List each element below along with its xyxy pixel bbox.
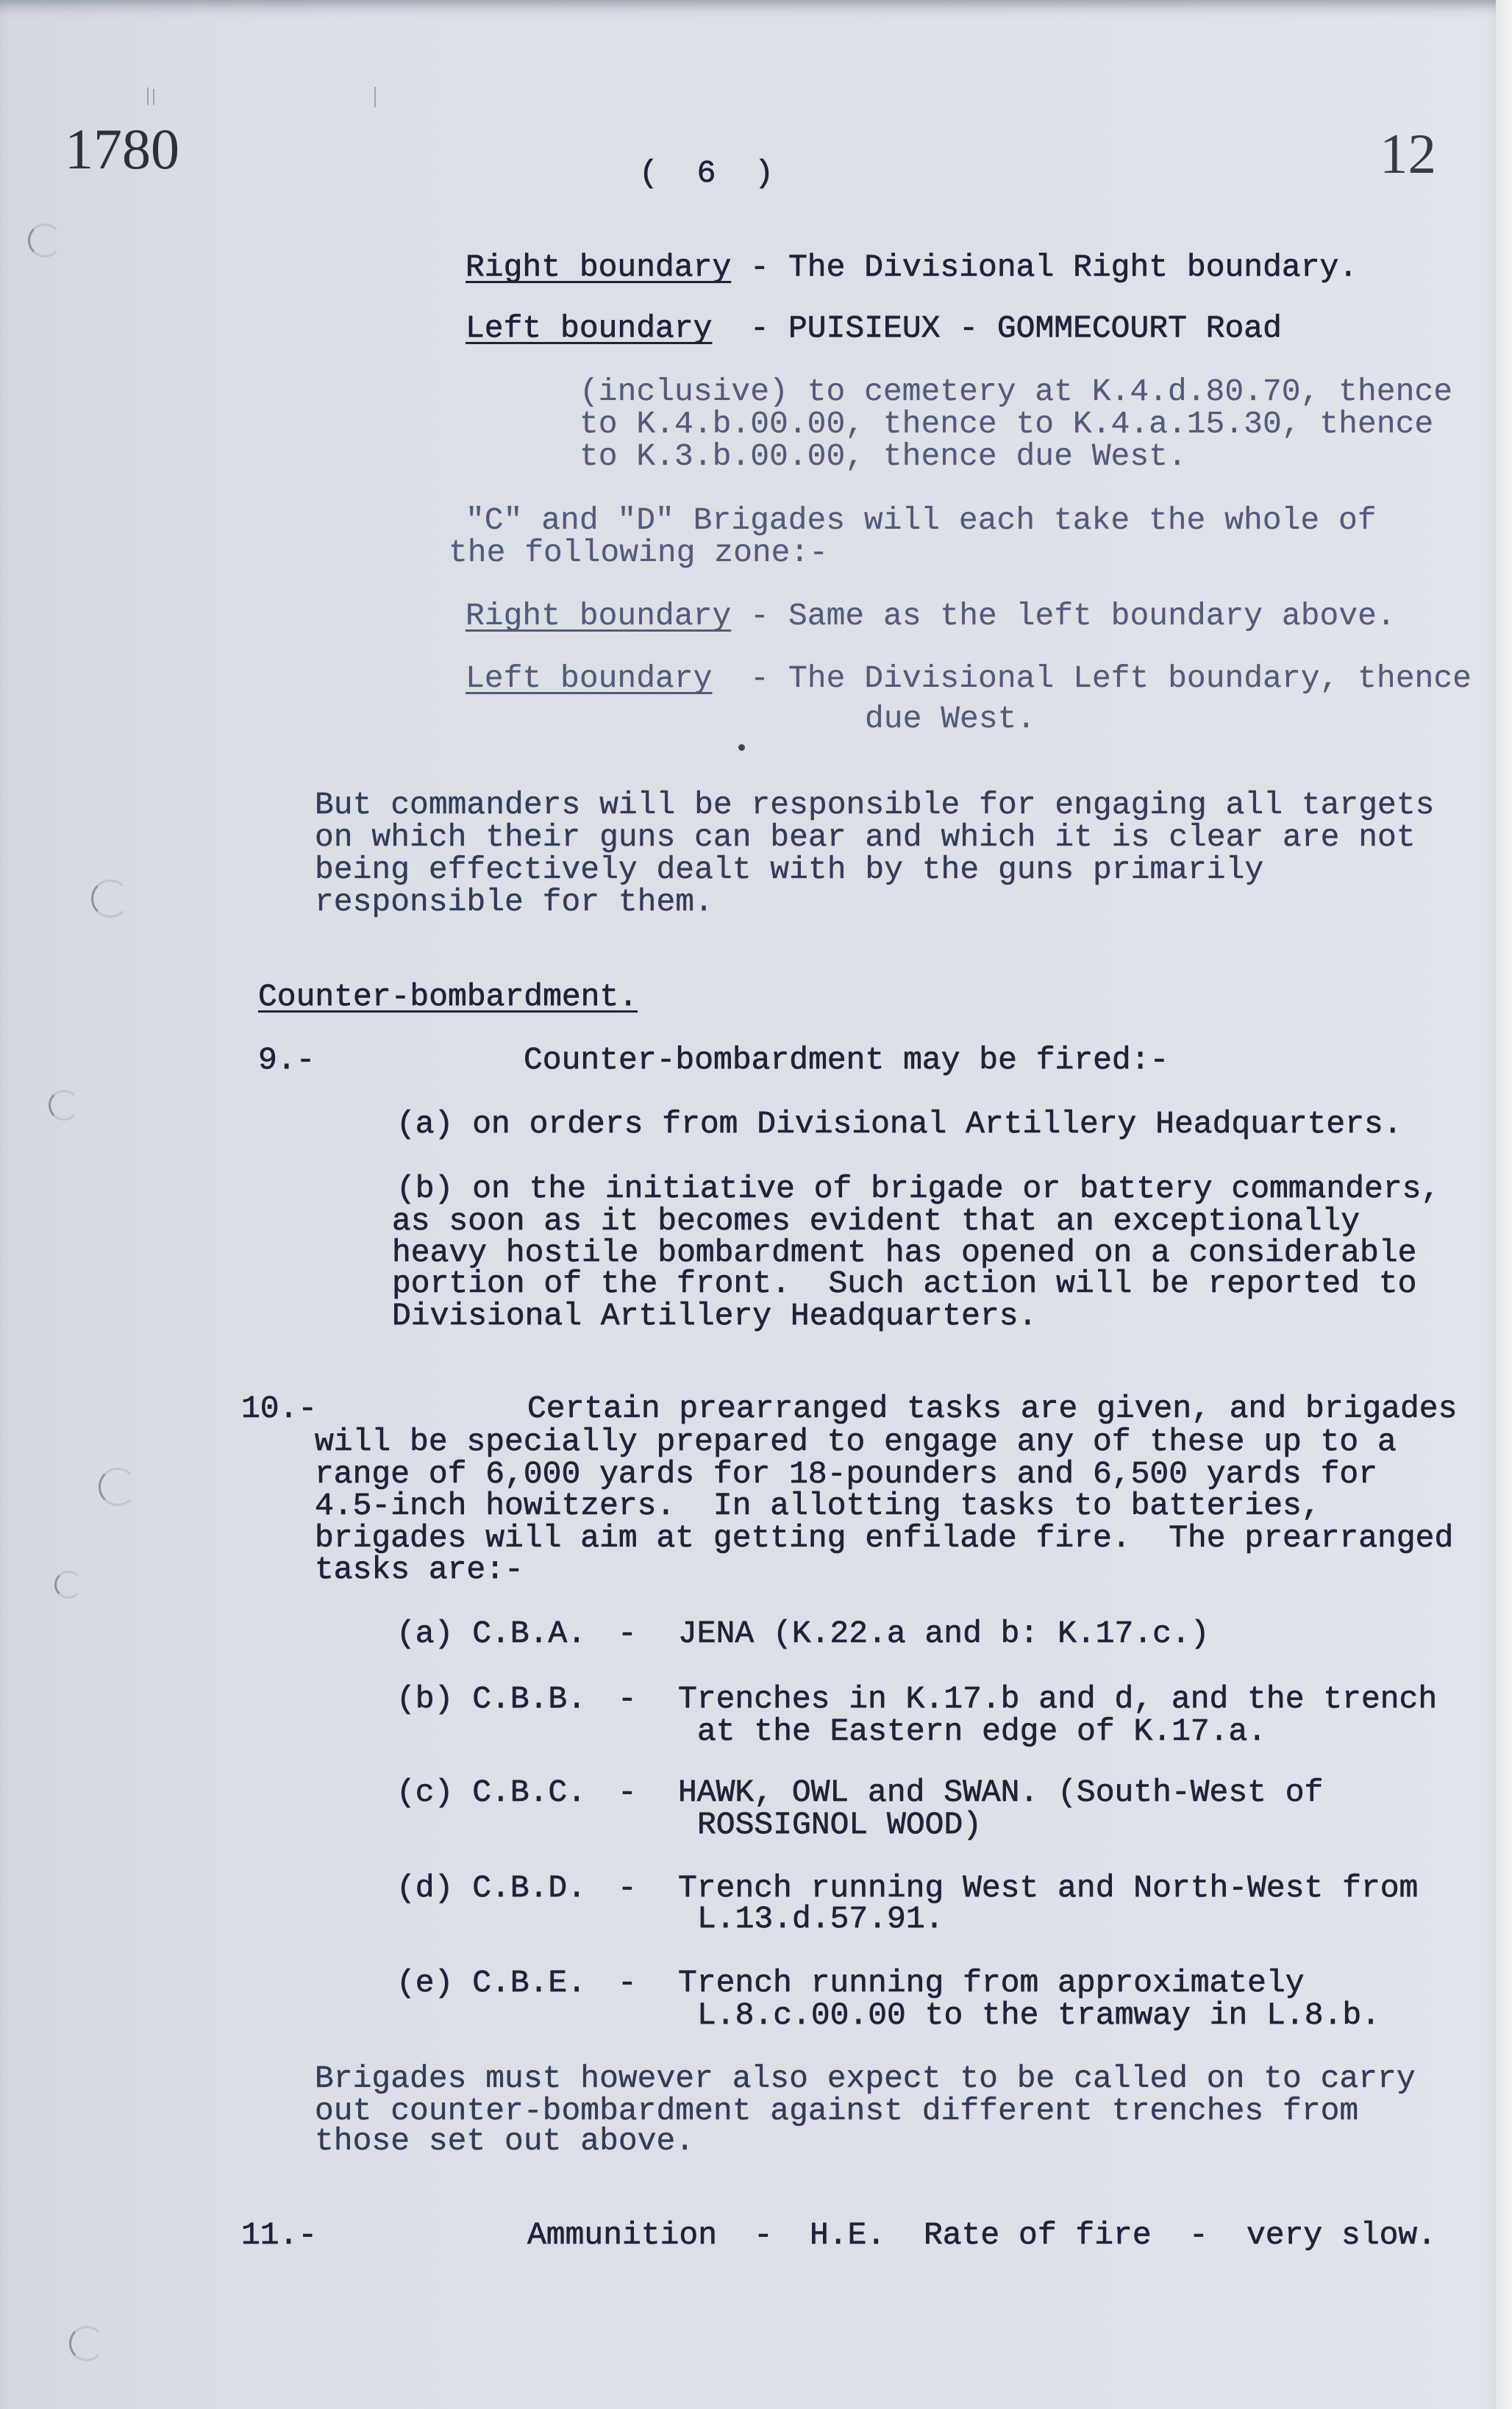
- task-description: JENA (K.22.a and b: K.17.c.): [678, 1616, 1210, 1652]
- sub-item-b-line: heavy hostile bombardment has opened on a considerable: [392, 1235, 1417, 1271]
- right-boundary-text: The Divisional Right boundary.: [788, 249, 1358, 285]
- paragraph-line: Certain prearranged tasks are given, and brigades: [527, 1391, 1458, 1427]
- boundary-separator: -: [750, 310, 769, 346]
- sub-item-b-line: portion of the front. Such action will be reported to: [392, 1266, 1417, 1302]
- paragraph-line: 4.5-inch howitzers. In allotting tasks to batteries,: [315, 1488, 1321, 1524]
- closing-line: out counter-bombardment against different trenches from: [315, 2093, 1359, 2129]
- binder-hole-mark: [69, 2326, 104, 2361]
- paragraph-number: 10.-: [241, 1391, 318, 1427]
- task-separator: -: [618, 1681, 637, 1717]
- boundary-separator: -: [750, 249, 769, 285]
- task-description: Trench running West and North-West from: [678, 1870, 1419, 1906]
- task-label: (b) C.B.B.: [396, 1681, 587, 1717]
- task-description: HAWK, OWL and SWAN. (South-West of: [678, 1774, 1324, 1810]
- ink-speck: [738, 744, 745, 751]
- paragraph-lead: Counter-bombardment may be fired:-: [524, 1042, 1169, 1078]
- paragraph-number: 9.-: [258, 1042, 315, 1078]
- pencil-tick-mark: [153, 89, 154, 105]
- ammunition-value: H.E.: [810, 2217, 886, 2253]
- task-description-line: L.8.c.00.00 to the tramway in L.8.b.: [697, 1997, 1380, 2033]
- folio-number: 12: [1380, 122, 1436, 185]
- paragraph-line: brigades will aim at getting enfilade fire. The prearranged: [315, 1520, 1454, 1556]
- paragraph-line: responsible for them.: [315, 884, 713, 920]
- right-boundary-text: Same as the left boundary above.: [788, 598, 1396, 634]
- paragraph-line: range of 6,000 yards for 18-pounders and 6,500 yards for: [315, 1456, 1378, 1492]
- task-description-line: ROSSIGNOL WOOD): [697, 1807, 983, 1843]
- ammunition-separator: -: [754, 2217, 773, 2253]
- rate-of-fire-value: very slow.: [1247, 2217, 1437, 2253]
- task-label: (d) C.B.D.: [396, 1870, 587, 1906]
- binder-hole-mark: [91, 879, 129, 918]
- left-boundary-label: Left boundary: [466, 310, 713, 346]
- sub-item-b-line: Divisional Artillery Headquarters.: [392, 1298, 1038, 1334]
- paragraph-line: tasks are:-: [315, 1552, 524, 1588]
- page-number: ( 6 ): [639, 155, 774, 191]
- task-label: (c) C.B.C.: [396, 1774, 587, 1810]
- task-label: (e) C.B.E.: [396, 1965, 587, 2001]
- rate-of-fire-label: Rate of fire: [924, 2217, 1152, 2253]
- left-boundary-continuation: (inclusive) to cemetery at K.4.d.80.70, thence: [580, 374, 1452, 410]
- task-separator: -: [618, 1616, 637, 1652]
- left-boundary-text: PUISIEUX - GOMMECOURT Road: [788, 310, 1282, 346]
- left-boundary-continuation: to K.3.b.00.00, thence due West.: [580, 438, 1187, 474]
- archive-stamp-number: 1780: [65, 117, 179, 181]
- zone-cd-intro-line: the following zone:-: [449, 535, 829, 571]
- left-boundary-continuation: due West.: [865, 701, 1036, 737]
- task-separator: -: [618, 1870, 637, 1906]
- ammunition-label: Ammunition: [527, 2217, 718, 2253]
- scan-background-edge: [1496, 0, 1512, 2409]
- binder-hole-mark: [99, 1468, 137, 1506]
- paragraph-line: being effectively dealt with by the guns primarily: [315, 852, 1264, 888]
- task-description-line: L.13.d.57.91.: [697, 1901, 944, 1937]
- sub-item-a: (a) on orders from Divisional Artillery Headquarters.: [396, 1106, 1402, 1142]
- left-boundary-text: The Divisional Left boundary, thence: [788, 660, 1472, 696]
- right-boundary-label: Right boundary: [466, 598, 732, 634]
- sub-item-b: (b) on the initiative of brigade or battery commanders,: [396, 1171, 1441, 1207]
- binder-hole-mark: [28, 224, 62, 257]
- task-separator: -: [618, 1774, 637, 1810]
- binder-hole-mark: [54, 1571, 82, 1599]
- boundary-separator: -: [750, 660, 769, 696]
- paragraph-line: on which their guns can bear and which it is clear are not: [315, 819, 1416, 855]
- pencil-tick-mark: [374, 87, 376, 107]
- closing-line: Brigades must however also expect to be called on to carry: [315, 2060, 1416, 2096]
- section-heading: Counter-bombardment.: [258, 979, 638, 1015]
- left-boundary-label: Left boundary: [466, 660, 713, 696]
- task-description: Trench running from approximately: [678, 1965, 1305, 2001]
- rate-of-fire-separator: -: [1189, 2217, 1208, 2253]
- binder-hole-mark: [49, 1090, 79, 1121]
- right-boundary-label: Right boundary: [466, 249, 732, 285]
- sub-item-b-line: as soon as it becomes evident that an exceptionally: [392, 1203, 1361, 1239]
- task-separator: -: [618, 1965, 637, 2001]
- paragraph-number: 11.-: [241, 2217, 318, 2253]
- paragraph-line: will be specially prepared to engage any of these up to a: [315, 1424, 1397, 1460]
- task-description-line: at the Eastern edge of K.17.a.: [697, 1713, 1267, 1749]
- zone-cd-intro-line: "C" and "D" Brigades will each take the whole of: [466, 502, 1377, 538]
- task-description: Trenches in K.17.b and d, and the trench: [678, 1681, 1438, 1717]
- left-boundary-continuation: to K.4.b.00.00, thence to K.4.a.15.30, thence: [580, 406, 1434, 442]
- task-label: (a) C.B.A.: [396, 1616, 587, 1652]
- pencil-tick-mark: [147, 88, 149, 105]
- paragraph-line: But commanders will be responsible for engaging all targets: [315, 787, 1435, 823]
- closing-line: those set out above.: [315, 2123, 695, 2159]
- boundary-separator: -: [750, 598, 769, 634]
